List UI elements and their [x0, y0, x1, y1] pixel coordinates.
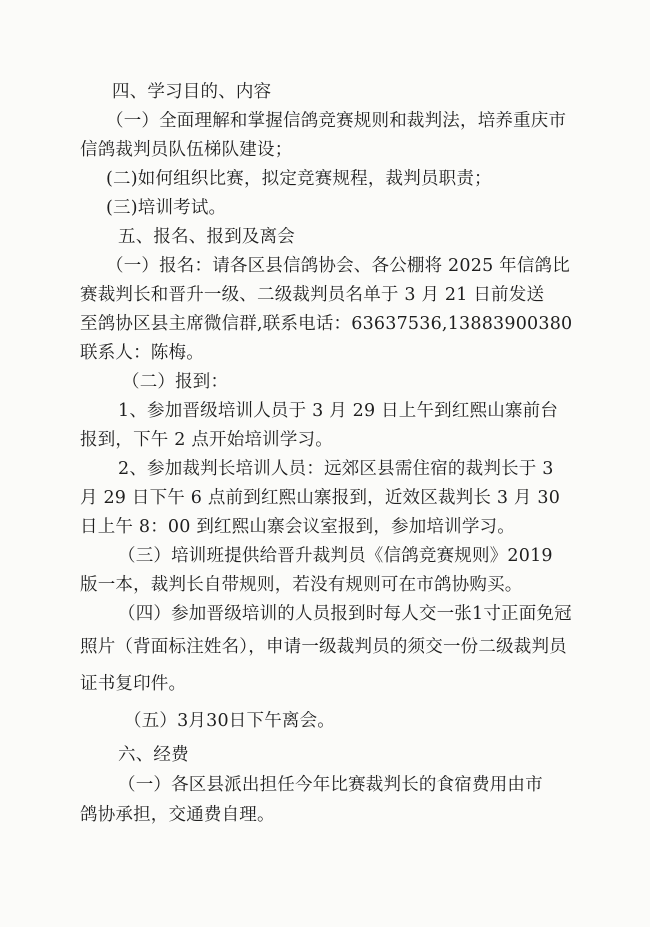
paragraph-line: 联系人：陈梅。	[80, 343, 204, 363]
subheading-registration: （二）报到：	[122, 372, 229, 392]
paragraph-line: 信鸽裁判员队伍梯队建设；	[80, 140, 293, 160]
paragraph-line: 报到，下午 2 点开始培训学习。	[80, 430, 333, 450]
paragraph-line: （一）各区县派出担任今年比赛裁判长的食宿费用由市	[118, 775, 543, 795]
paragraph-line: 至鸽协区县主席微信群,联系电话：63637536,13883900380	[80, 314, 573, 334]
heading-section-5: 五、报名、报到及离会	[118, 227, 295, 247]
paragraph-line: 照片（背面标注姓名），申请一级裁判员的须交一份二级裁判员	[80, 637, 567, 657]
paragraph-line: (二)如何组织比赛，拟定竞赛规程，裁判员职责；	[106, 169, 492, 189]
heading-section-6: 六、经费	[118, 745, 189, 765]
paragraph-line: （一）全面理解和掌握信鸽竞赛规则和裁判法，培养重庆市	[106, 111, 567, 131]
paragraph-line: 证书复印件。	[80, 674, 187, 694]
paragraph-line: 1、参加晋级培训人员于 3 月 29 日上午到红熙山寨前台	[118, 401, 559, 421]
paragraph-line: （一）报名：请各区县信鸽协会、各公棚将 2025 年信鸽比	[106, 256, 570, 276]
paragraph-line: 鸽协承担，交通费自理。	[80, 805, 275, 825]
paragraph-line: 月 29 日下午 6 点前到红熙山寨报到，近效区裁判长 3 月 30	[80, 488, 561, 508]
paragraph-line: （三）培训班提供给晋升裁判员《信鸽竞赛规则》2019	[118, 546, 553, 566]
heading-section-4: 四、学习目的、内容	[112, 82, 272, 102]
paragraph-line: 2、参加裁判长培训人员：远郊区县需住宿的裁判长于 3	[118, 459, 554, 479]
paragraph-line: (三)培训考试。	[106, 198, 227, 218]
paragraph-line: （五）3月30日下午离会。	[124, 711, 336, 731]
paragraph-line: 日上午 8：00 到红熙山寨会议室报到，参加培训学习。	[80, 517, 515, 537]
paragraph-line: （四）参加晋级培训的人员报到时每人交一张1寸正面免冠	[118, 604, 572, 624]
paragraph-line: 版一本，裁判长自带规则，若没有规则可在市鸽协购买。	[80, 575, 523, 595]
paragraph-line: 赛裁判长和晋升一级、二级裁判员名单于 3 月 21 日前发送	[80, 285, 545, 305]
